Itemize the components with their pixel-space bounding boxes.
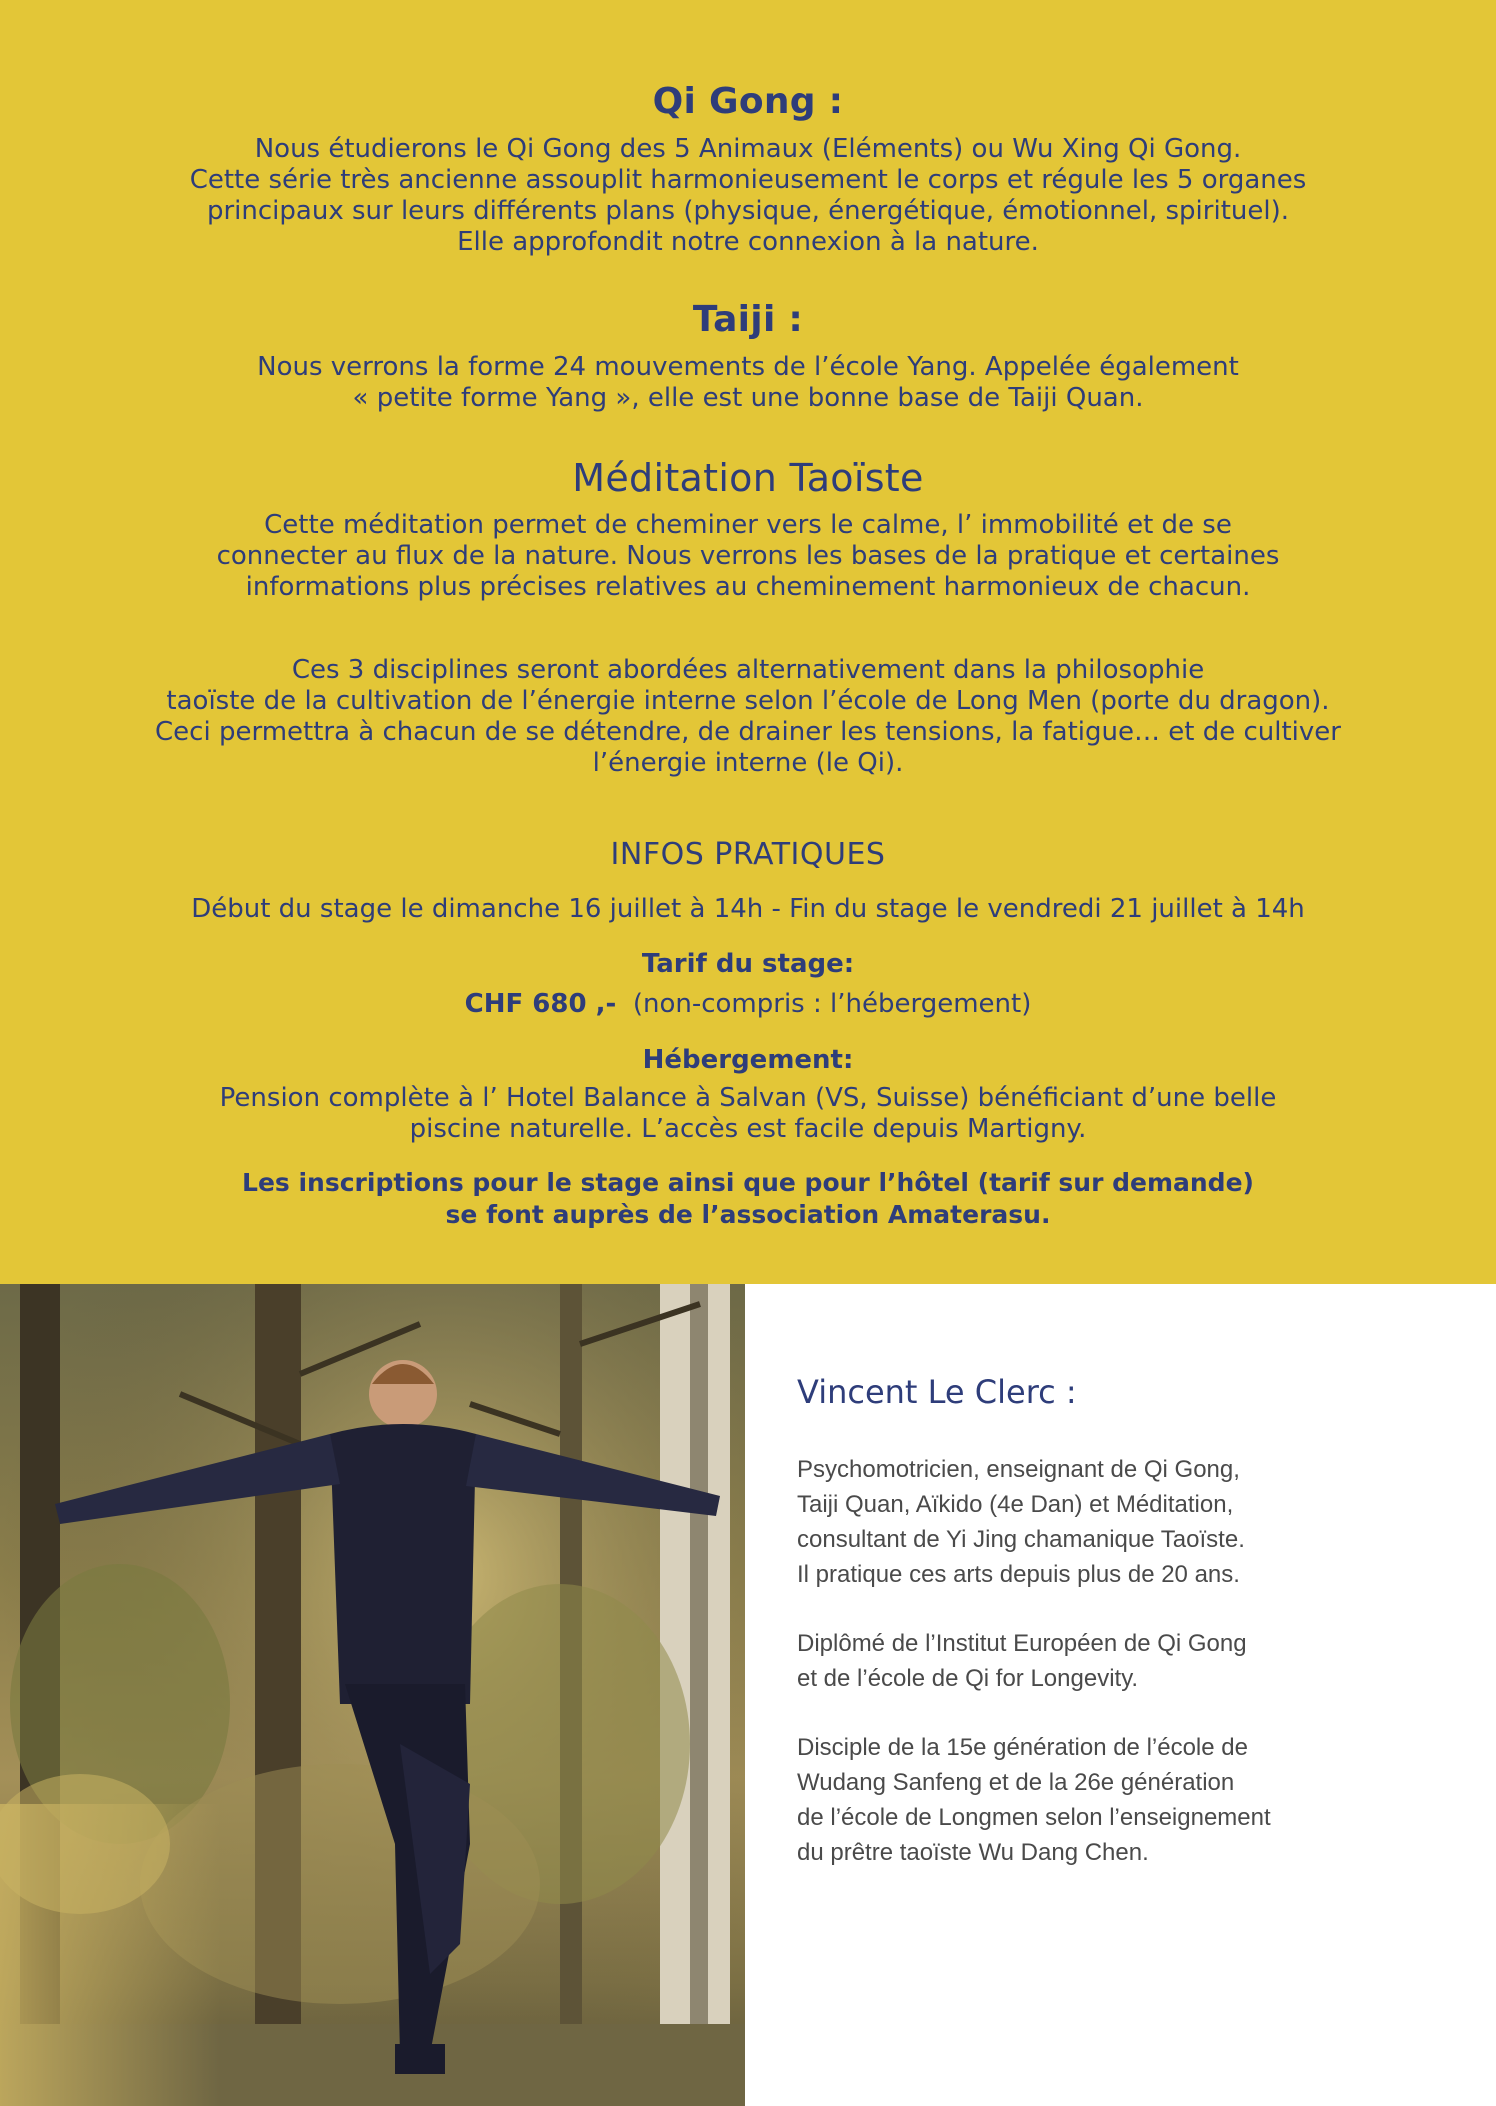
- bio-name: Vincent Le Clerc :: [797, 1373, 1077, 1411]
- qigong-line: Nous étudierons le Qi Gong des 5 Animaux (Eléments) ou Wu Xing Qi Gong.: [254, 134, 1242, 164]
- bio-line: de l’école de Longmen selon l’enseignement: [797, 1804, 1271, 1831]
- qigong-section: [0, 80, 1496, 258]
- inscriptions-line: Les inscriptions pour le stage ainsi que pour l’hôtel (tarif sur demande): [242, 1168, 1254, 1197]
- hebergement-line: Pension complète à l’ Hotel Balance à Salvan (VS, Suisse) bénéficiant d’une belle: [219, 1083, 1277, 1113]
- qigong-line: Cette série très ancienne assouplit harmonieusement le corps et régule les 5 organes: [189, 165, 1307, 195]
- meditation-line: connecter au flux de la nature. Nous verrons les bases de la pratique et certaines: [216, 541, 1280, 571]
- infos-section: [0, 836, 1496, 1231]
- forest-figure-illustration: [0, 1284, 745, 2106]
- tarif-label: Tarif du stage:: [641, 949, 855, 979]
- hebergement-label: Hébergement:: [642, 1045, 854, 1075]
- bio-line: Diplômé de l’Institut Européen de Qi Gong: [797, 1630, 1247, 1657]
- qigong-line: principaux sur leurs différents plans (physique, énergétique, émotionnel, spirituel).: [206, 196, 1289, 226]
- disciplines-line: Ceci permettra à chacun de se détendre, de drainer les tensions, la fatigue… et de cultiver: [155, 717, 1341, 747]
- disciplines-line: l’énergie interne (le Qi).: [592, 748, 904, 778]
- meditation-line: informations plus précises relatives au cheminement harmonieux de chacun.: [245, 572, 1251, 602]
- bio-line: Wudang Sanfeng et de la 26e génération: [797, 1769, 1235, 1796]
- bio-section: [797, 1372, 1457, 1904]
- bio-paragraph: [797, 1626, 1457, 1696]
- bio-line: et de l’école de Qi for Longevity.: [797, 1665, 1139, 1692]
- qigong-title: Qi Gong :: [652, 81, 844, 122]
- bio-paragraph: [797, 1730, 1457, 1870]
- disciplines-line: Ces 3 disciplines seront abordées alternativement dans la philosophie: [291, 655, 1205, 685]
- teacher-photo: [0, 1284, 745, 2106]
- price-note: (non-compris : l’hébergement): [632, 989, 1032, 1019]
- taiji-line: « petite forme Yang », elle est une bonne base de Taiji Quan.: [352, 383, 1144, 413]
- bio-line: consultant de Yi Jing chamanique Taoïste.: [797, 1526, 1245, 1553]
- price-value: CHF 680 ,-: [464, 989, 617, 1019]
- taiji-section: [0, 298, 1496, 414]
- bio-line: Taiji Quan, Aïkido (4e Dan) et Méditation,: [797, 1491, 1234, 1518]
- bio-paragraph: [797, 1452, 1457, 1592]
- bio-line: Psychomotricien, enseignant de Qi Gong,: [797, 1456, 1240, 1483]
- disciplines-line: taoïste de la cultivation de l’énergie interne selon l’école de Long Men (porte du dragon).: [166, 686, 1330, 716]
- meditation-section: [0, 456, 1496, 603]
- price-row: [0, 987, 1496, 1021]
- bio-line: Il pratique ces arts depuis plus de 20 ans.: [797, 1561, 1240, 1588]
- taiji-line: Nous verrons la forme 24 mouvements de l’école Yang. Appelée également: [257, 352, 1239, 382]
- stage-dates: Début du stage le dimanche 16 juillet à 14h - Fin du stage le vendredi 21 juillet à 14h: [191, 894, 1305, 924]
- infos-title: INFOS PRATIQUES: [610, 837, 886, 872]
- meditation-line: Cette méditation permet de cheminer vers le calme, l’ immobilité et de se: [264, 510, 1232, 540]
- hebergement-line: piscine naturelle. L’accès est facile depuis Martigny.: [409, 1114, 1087, 1144]
- bio-line: du prêtre taoïste Wu Dang Chen.: [797, 1839, 1149, 1866]
- taiji-title: Taiji :: [692, 299, 804, 340]
- bio-line: Disciple de la 15e génération de l’école de: [797, 1734, 1248, 1761]
- meditation-title: Méditation Taoïste: [572, 456, 924, 500]
- inscriptions-line: se font auprès de l’association Amaterasu.: [445, 1200, 1051, 1229]
- disciplines-section: [0, 655, 1496, 779]
- qigong-line: Elle approfondit notre connexion à la nature.: [457, 227, 1039, 257]
